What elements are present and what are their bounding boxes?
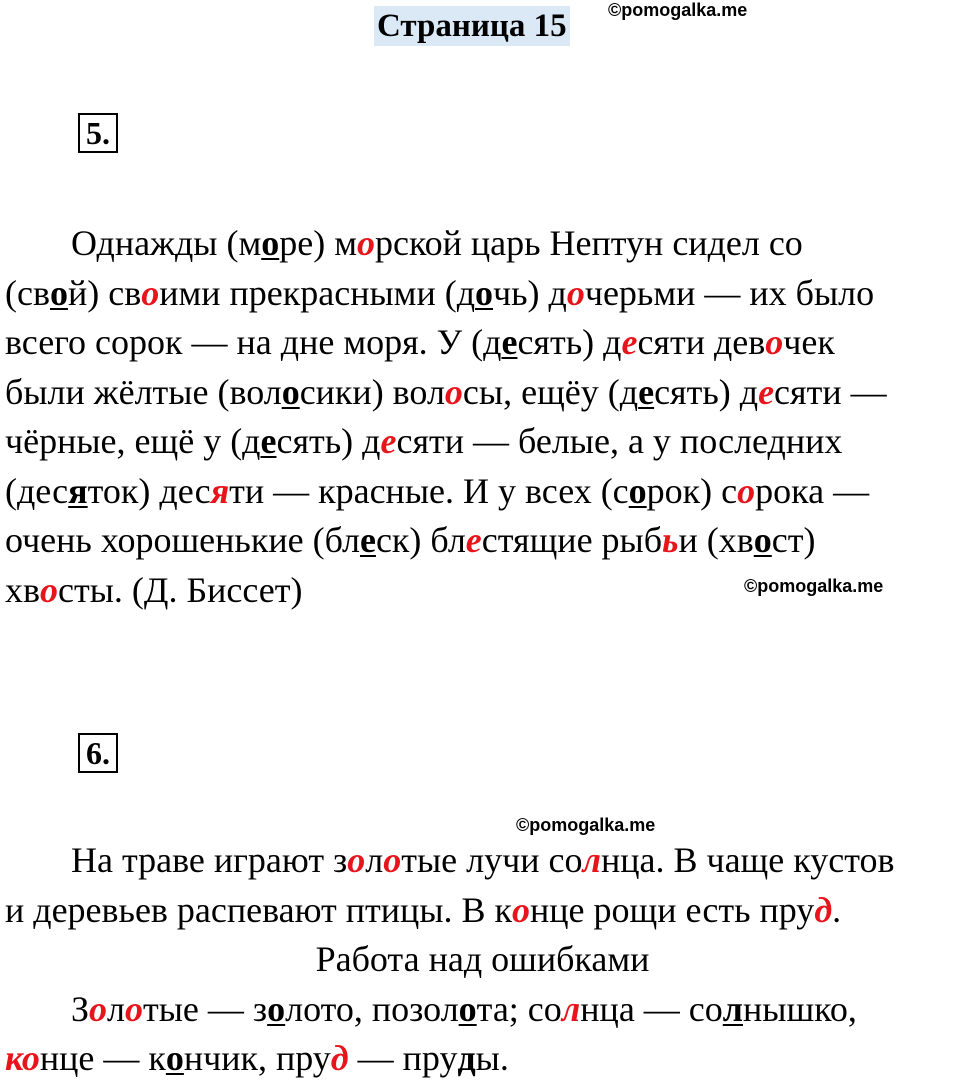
highlighted-letter: о (737, 470, 756, 511)
text-segment: ск) бл (375, 520, 466, 560)
text-segment: нца — со (580, 988, 723, 1029)
text-segment: чёрные, ещё у (д (5, 421, 261, 461)
underlined-vowel: о (165, 1038, 184, 1078)
underlined-vowel: д (457, 1038, 476, 1078)
underlined-vowel: о (267, 988, 286, 1029)
underlined-vowel: о (281, 371, 300, 412)
highlighted-letter: о (125, 988, 144, 1029)
text-segment: сты. (Д. Биссет) (58, 569, 303, 610)
underlined-vowel: о (458, 988, 477, 1029)
text-line (5, 886, 960, 936)
text-segment: сять) д (517, 322, 622, 362)
highlighted-letter: я (210, 470, 230, 511)
text-segment: З (71, 988, 90, 1029)
text-segment: (св (5, 272, 50, 313)
text-segment: ы. (475, 1038, 509, 1078)
text-segment: л (107, 988, 126, 1029)
text-segment: черьми — их было (584, 272, 875, 313)
watermark-top: ©pomogalka.me (608, 0, 748, 20)
text-segment: нце рощи есть пру (530, 889, 815, 930)
highlighted-letter: д (330, 1038, 349, 1078)
text-segment: нчик, пру (183, 1038, 331, 1078)
text-line (5, 318, 960, 368)
text-segment: нышко, (742, 988, 857, 1029)
text-segment: чек (783, 322, 835, 362)
text-segment: рока — (755, 470, 870, 511)
text-segment: — пру (348, 1038, 458, 1078)
page-title: Страница 15 (374, 6, 570, 46)
highlighted-letter: ь (662, 520, 679, 560)
underlined-vowel: я (68, 470, 88, 511)
text-segment: . (832, 889, 842, 930)
text-segment: рок) с (646, 470, 738, 511)
text-segment: были жёлтые (вол (5, 371, 282, 412)
text-segment: стящие рыб (481, 520, 663, 560)
highlighted-letter: к (5, 1038, 22, 1078)
text-segment: сы, ещёу (д (462, 371, 639, 412)
text-segment: тые лучи со (401, 840, 583, 880)
underlined-vowel: о (753, 520, 772, 560)
exercise-5-text (5, 219, 960, 615)
text-segment: ими прекрасными (д (159, 272, 476, 313)
text-segment: всего сорок — на дне моря. У (д (5, 322, 502, 362)
text-segment: й) св (67, 272, 142, 313)
text-line (5, 985, 960, 1035)
text-segment: та; со (476, 988, 562, 1029)
highlighted-letter: о (347, 840, 366, 880)
highlighted-letter: е (380, 421, 397, 461)
underlined-vowel: л (722, 988, 743, 1029)
text-line (5, 368, 960, 418)
text-segment: и деревьев распевают птицы. В к (5, 889, 513, 930)
underlined-vowel: о (261, 223, 280, 263)
text-segment: ре) м (279, 223, 357, 263)
underlined-vowel: о (628, 470, 647, 511)
text-line (5, 417, 960, 467)
text-line (5, 269, 960, 319)
highlighted-letter: о (444, 371, 463, 412)
highlighted-letter: л (561, 988, 581, 1029)
text-segment: На траве играют з (71, 840, 348, 880)
highlighted-letter: о (566, 272, 585, 313)
underlined-vowel: е (501, 322, 518, 362)
exercise-6-text (5, 836, 960, 1084)
text-segment: тые — з (143, 988, 268, 1029)
underlined-vowel: е (260, 421, 277, 461)
exercise-6-number: 6. (78, 733, 118, 773)
highlighted-letter: е (758, 371, 775, 412)
text-segment: нце — к (39, 1038, 166, 1078)
text-segment: (дес (5, 470, 69, 511)
watermark-middle: ©pomogalka.me (744, 576, 884, 596)
text-segment: лото, позол (285, 988, 459, 1029)
underlined-vowel: о (475, 272, 494, 313)
text-line (5, 836, 960, 886)
highlighted-letter: о (383, 840, 402, 880)
text-segment: ст) (771, 520, 816, 560)
highlighted-letter: д (814, 889, 833, 930)
watermark-lower: ©pomogalka.me (516, 815, 656, 835)
underlined-vowel: е (359, 520, 376, 560)
text-segment: чь) д (493, 272, 567, 313)
text-segment: хв (5, 569, 40, 610)
text-segment: и (хв (678, 520, 754, 560)
text-segment: Однажды (м (71, 223, 262, 263)
highlighted-letter: о (141, 272, 160, 313)
highlighted-letter: о (765, 322, 784, 362)
text-segment: нца. В чаще кустов (600, 840, 895, 880)
text-line (5, 516, 960, 566)
text-segment: Работа над ошибками (315, 939, 650, 979)
text-segment: сять) д (276, 421, 381, 461)
highlighted-letter: о (89, 988, 108, 1029)
text-line (5, 1034, 960, 1084)
text-segment: сять) д (654, 371, 759, 412)
underlined-vowel: о (49, 272, 68, 313)
highlighted-letter: о (356, 223, 375, 263)
text-line (5, 467, 960, 517)
text-segment: ток) дес (87, 470, 211, 511)
text-segment: сики) вол (299, 371, 445, 412)
highlighted-letter: о (512, 889, 531, 930)
text-segment: ти — красные. И у всех (с (229, 470, 629, 511)
highlighted-letter: е (465, 520, 482, 560)
highlighted-letter: о (40, 569, 58, 610)
underlined-vowel: е (638, 371, 655, 412)
text-line (5, 219, 960, 269)
text-segment: л (365, 840, 384, 880)
error-work-heading (5, 935, 960, 985)
highlighted-letter: л (582, 840, 601, 880)
highlighted-letter: е (621, 322, 638, 362)
highlighted-letter: о (21, 1038, 40, 1078)
text-segment: рской царь Нептун сидел со (374, 223, 803, 263)
text-segment: очень хорошенькие (бл (5, 520, 360, 560)
text-segment: сяти — (774, 371, 887, 412)
text-segment: сяти дев (637, 322, 766, 362)
exercise-5-number: 5. (78, 113, 118, 153)
text-segment: сяти — белые, а у последних (396, 421, 843, 461)
